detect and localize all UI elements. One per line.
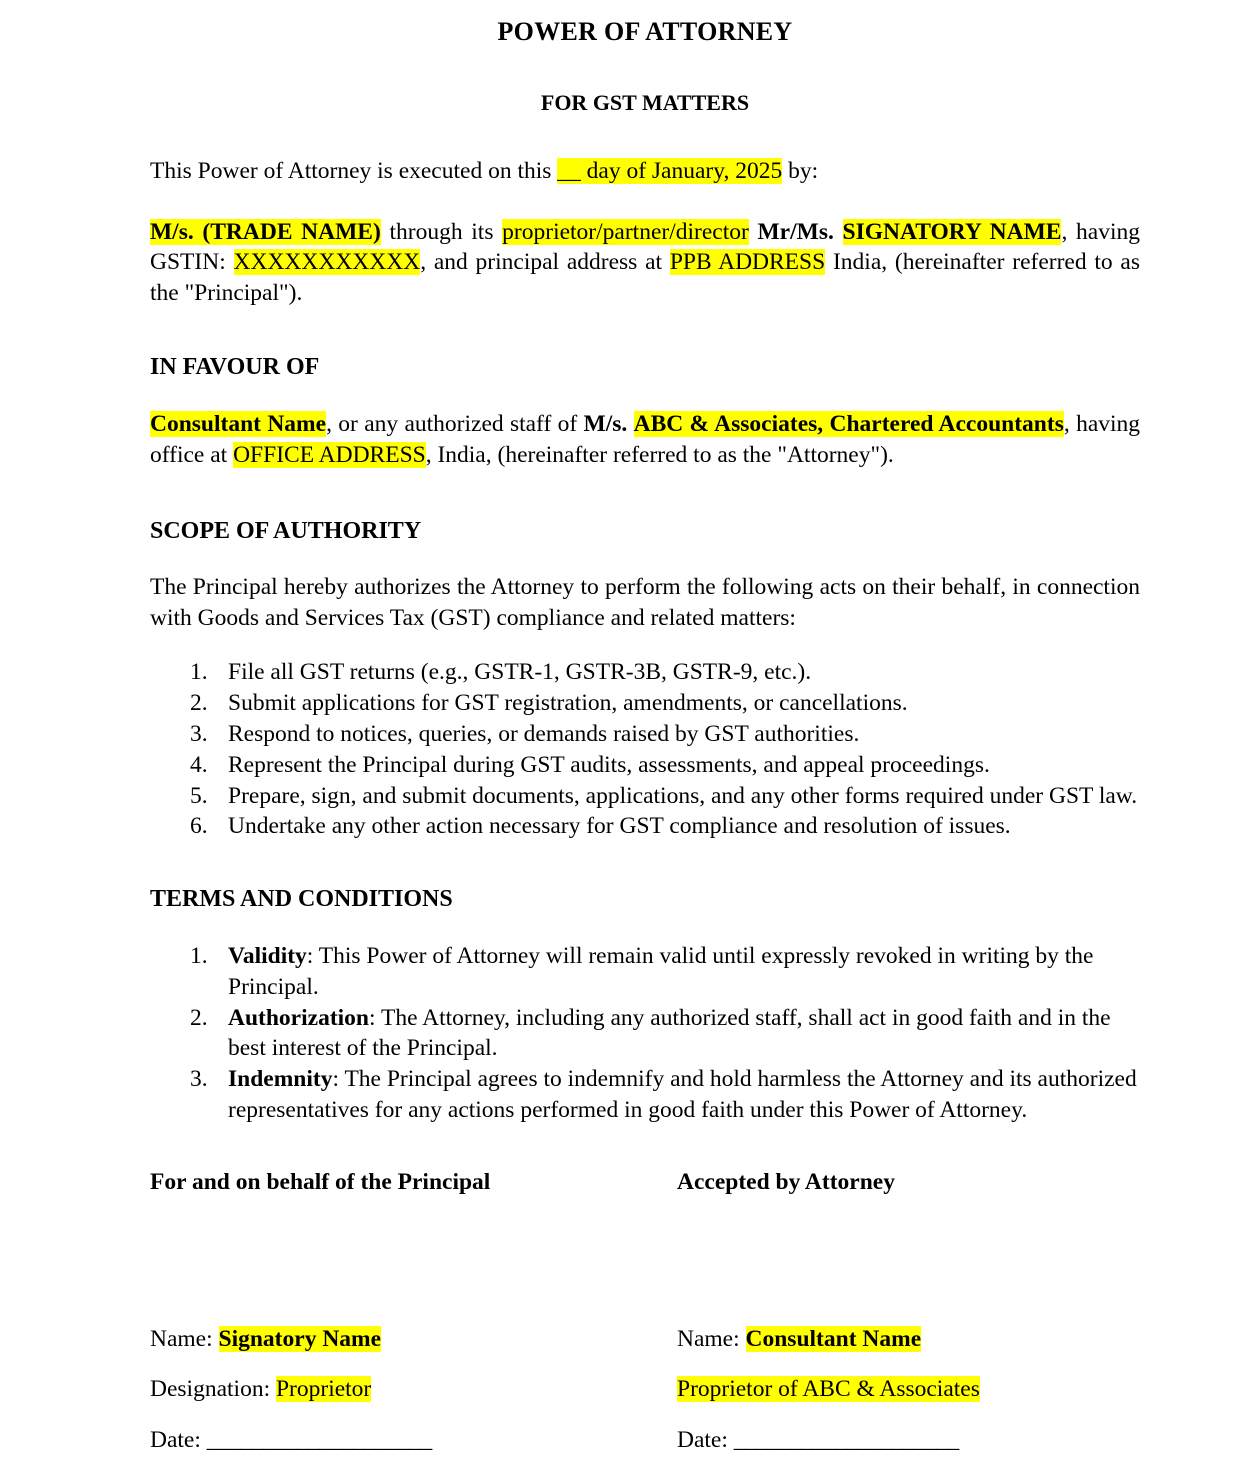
attorney-text-3: , having office at — [150, 411, 1141, 468]
list-item — [150, 1064, 1140, 1126]
attorney-firm-prefix: M/s. — [583, 411, 628, 438]
principal-name-field — [150, 1325, 677, 1354]
attorney-text-2 — [627, 411, 633, 437]
principal-salutation: Mr/Ms. — [757, 218, 834, 245]
principal-designation-field — [150, 1375, 677, 1404]
list-item: Prepare, sign, and submit documents, applications, and any other forms required under GST law. — [228, 782, 1138, 809]
attorney-name-label: Name: — [677, 1326, 746, 1353]
list-item — [150, 1003, 1140, 1065]
list-item: Respond to notices, queries, or demands raised by GST authorities. — [228, 720, 860, 747]
attorney-consultant-name: Consultant Name — [150, 411, 327, 438]
attorney-name-field — [677, 1325, 1140, 1354]
signature-name-row — [150, 1325, 1140, 1354]
attorney-name-value: Consultant Name — [745, 1326, 922, 1353]
attorney-text-4: , India, (hereinafter referred to as the "Attorney"). — [425, 441, 894, 468]
principal-text-6: India, (hereinafter referred to as the "Principal"). — [150, 249, 1140, 306]
attorney-paragraph — [150, 382, 1140, 470]
intro-text-before: This Power of Attorney is executed on this — [150, 158, 558, 184]
attorney-date-field — [677, 1426, 1140, 1455]
principal-trade-name: M/s. (TRADE NAME) — [150, 218, 381, 245]
principal-text-4: , having GSTIN: — [150, 218, 1141, 276]
terms-list — [150, 914, 1140, 1126]
term-label: Indemnity — [228, 1066, 333, 1093]
principal-gstin: XXXXXXXXXXX — [233, 249, 421, 276]
scope-lead-paragraph: The Principal hereby authorizes the Attorney to perform the following acts on their behalf, in connection with Goods and Services Tax (GST) compliance and related matters: — [150, 574, 1140, 631]
term-text: : The Principal agrees to indemnify and hold harmless the Attorney and its authorized representatives for any actions performed in good faith under this Power of Attorney. — [228, 1066, 1137, 1123]
intro-text-after: by: — [782, 158, 819, 184]
principal-text-3 — [834, 219, 843, 245]
principal-name-value: Signatory Name — [218, 1326, 382, 1353]
principal-role: proprietor/partner/director — [502, 218, 749, 245]
section-heading-terms-and-conditions: TERMS AND CONDITIONS — [150, 886, 453, 913]
principal-text-1: through its — [380, 218, 503, 245]
principal-signature-heading: For and on behalf of the Principal — [150, 1168, 491, 1195]
term-text: : The Attorney, including any authorized staff, shall act in good faith and in the best interest of the Principal. — [228, 1004, 1111, 1062]
list-item: Represent the Principal during GST audits, assessments, and appeal proceedings. — [228, 751, 990, 778]
principal-text-5: , and principal address at — [420, 249, 670, 276]
list-item: Submit applications for GST registration, amendments, or cancellations. — [228, 690, 908, 717]
principal-name-label: Name: — [150, 1326, 219, 1353]
execution-date-placeholder: __ day of January, 2025 — [557, 158, 783, 184]
principal-ppb-address: PPB ADDRESS — [669, 249, 826, 276]
list-item: File all GST returns (e.g., GSTR-1, GSTR-3B, GSTR-9, etc.). — [228, 659, 812, 686]
signature-block — [150, 1126, 1140, 1456]
attorney-designation-value: Proprietor of ABC & Associates — [677, 1375, 980, 1402]
principal-date-blank: ____________________ — [206, 1426, 432, 1453]
principal-paragraph — [150, 187, 1140, 309]
attorney-text-1: , or any authorized staff of — [326, 411, 584, 438]
page-title: POWER OF ATTORNEY — [497, 17, 793, 46]
principal-date-label: Date: — [150, 1426, 207, 1453]
signature-date-row — [150, 1404, 1140, 1455]
signature-space — [150, 1197, 1140, 1325]
document-content — [150, 0, 1140, 1455]
attorney-signature-heading: Accepted by Attorney — [677, 1168, 895, 1195]
principal-text-2 — [749, 219, 758, 245]
principal-designation-label: Designation: — [150, 1375, 276, 1402]
signature-heading-row — [150, 1168, 1140, 1197]
principal-signatory-name: SIGNATORY NAME — [842, 218, 1062, 245]
execution-paragraph — [150, 116, 1140, 187]
list-item — [150, 941, 1140, 1003]
scope-list — [150, 633, 1140, 842]
attorney-date-blank: ____________________ — [733, 1426, 959, 1453]
term-label: Validity — [228, 943, 307, 970]
principal-date-field — [150, 1426, 677, 1455]
signature-designation-row — [150, 1355, 1140, 1404]
attorney-designation-field — [677, 1375, 1140, 1404]
page-subtitle: FOR GST MATTERS — [540, 89, 750, 115]
section-heading-in-favour-of: IN FAVOUR OF — [150, 354, 320, 381]
list-item: Undertake any other action necessary for GST compliance and resolution of issues. — [228, 813, 1011, 840]
attorney-firm-name: ABC & Associates, Chartered Accountants — [633, 411, 1064, 438]
section-heading-scope-of-authority: SCOPE OF AUTHORITY — [150, 518, 422, 545]
principal-designation-value: Proprietor — [275, 1375, 372, 1402]
term-text: : This Power of Attorney will remain valid until expressly revoked in writing by the Principal. — [228, 943, 1094, 1000]
attorney-office-address: OFFICE ADDRESS — [233, 441, 426, 468]
term-label: Authorization — [228, 1004, 369, 1031]
attorney-date-label: Date: — [677, 1426, 734, 1453]
